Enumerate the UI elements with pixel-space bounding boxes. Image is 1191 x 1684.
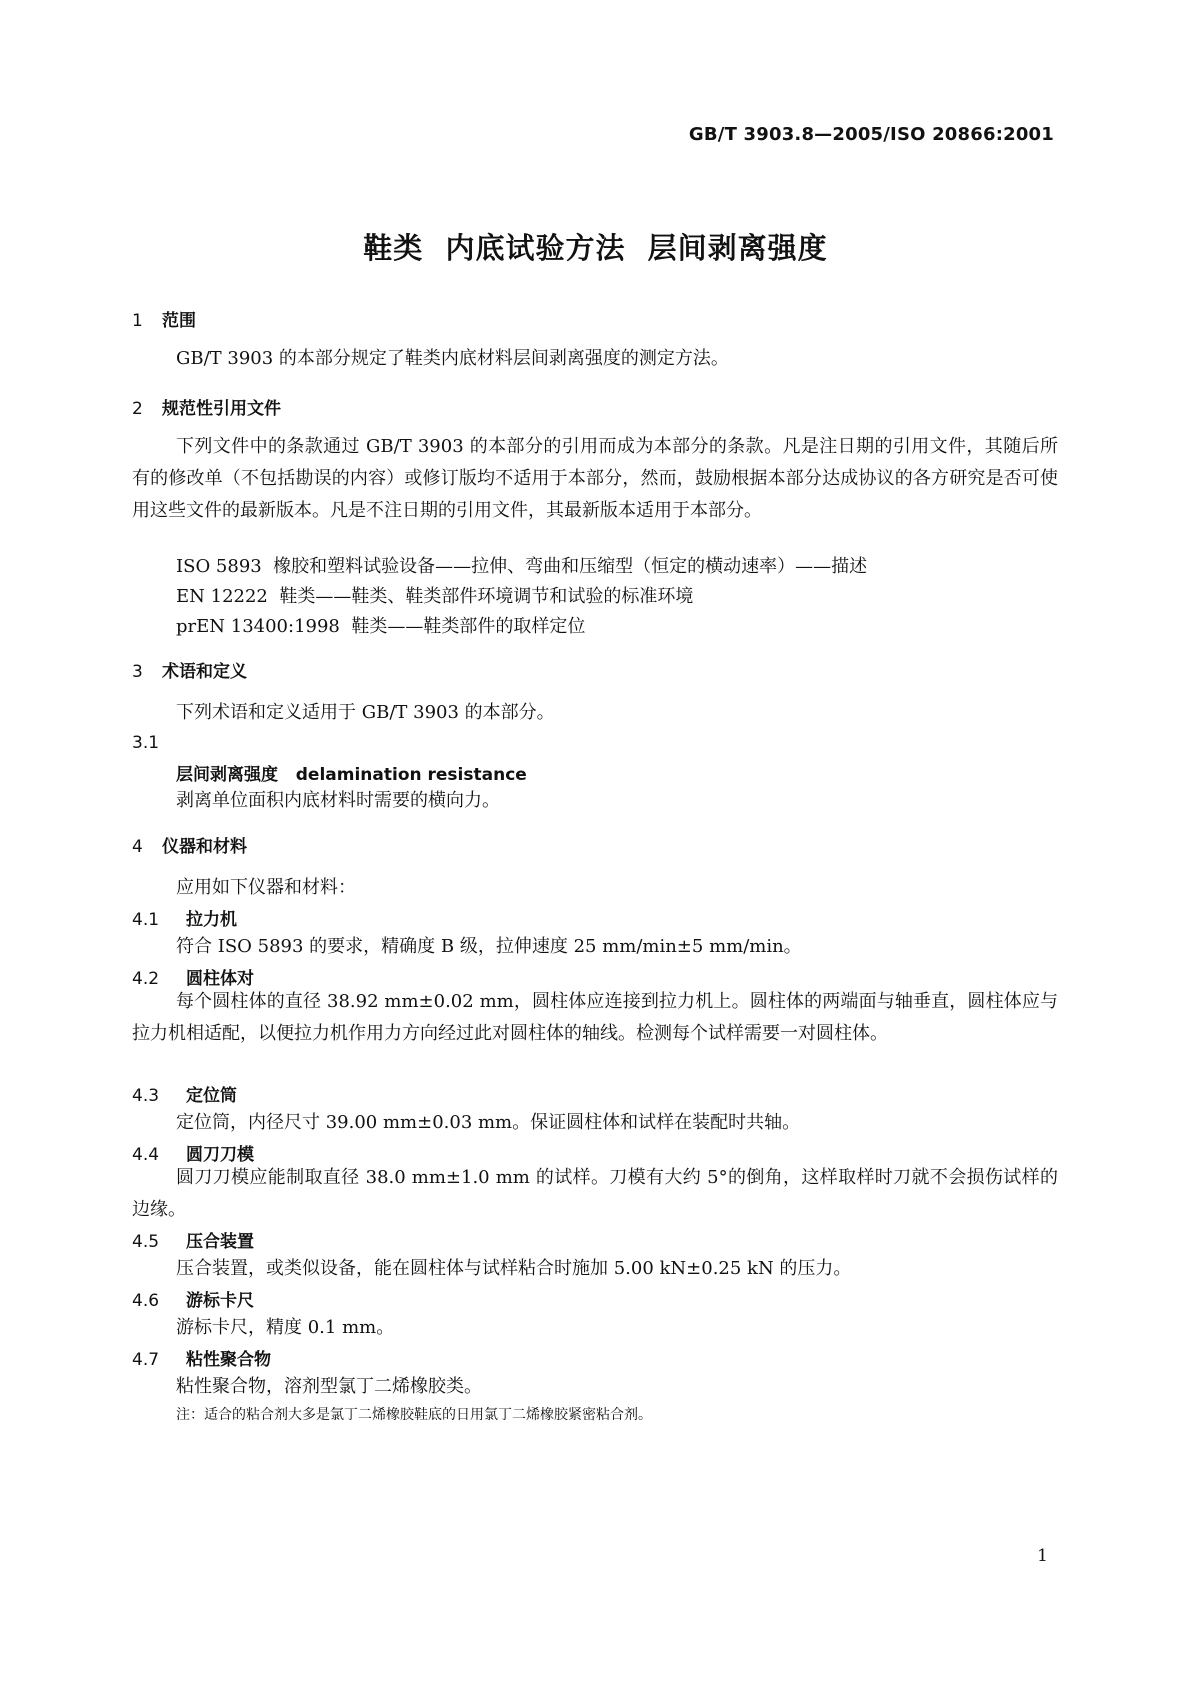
subsection-4-4-text: 圆刀刀模应能制取直径 38.0 mm±1.0 mm 的试样。刀模有大约 5°的倒角，这样取样时刀就不会损伤试样的边缘。 [132,1167,1058,1220]
section-title: 术语和定义 [162,662,247,682]
note-text: 注：适合的粘合剂大多是氯丁二烯橡胶鞋底的日用氯丁二烯橡胶紧密粘合剂。 [176,1407,652,1423]
subsection-4-1-heading: 4.1 拉力机 [132,910,237,930]
standard-code: GB/T 3903.8—2005/ISO 20866:2001 [688,124,1054,145]
section-title: 规范性引用文件 [162,399,281,419]
reference-item: EN 12222 鞋类——鞋类、鞋类部件环境调节和试验的标准环境 [176,586,694,607]
term-entry: 层间剥离强度 delamination resistance [176,765,527,785]
section-number: 3 [132,662,143,682]
subsection-4-6-heading: 4.6 游标卡尺 [132,1291,254,1311]
section-2-heading [132,394,281,419]
reference-item: ISO 5893 橡胶和塑料试验设备——拉伸、弯曲和压缩型（恒定的横动速率）——描述 [176,556,868,577]
subsection-4-3-heading: 4.3 定位筒 [132,1086,237,1106]
section-3-text: 下列术语和定义适用于 GB/T 3903 的本部分。 [176,702,555,723]
section-1-text: GB/T 3903 的本部分规定了鞋类内底材料层间剥离强度的测定方法。 [176,348,729,369]
subsection-4-5-heading: 4.5 压合装置 [132,1232,254,1252]
subsection-4-3-text: 定位筒，内径尺寸 39.00 mm±0.03 mm。保证圆柱体和试样在装配时共轴。 [176,1112,801,1133]
subsection-4-1-text: 符合 ISO 5893 的要求，精确度 B 级，拉伸速度 25 mm/min±5 mm/min。 [176,936,802,957]
section-3-heading [132,657,247,682]
section-4-intro: 应用如下仪器和材料： [176,877,356,898]
subsection-4-7-heading: 4.7 粘性聚合物 [132,1350,271,1370]
subsection-3-1-number: 3.1 [132,733,160,753]
section-number: 1 [132,311,143,331]
section-title: 范围 [162,311,196,331]
page-number: 1 [1037,1546,1048,1566]
section-number: 4 [132,837,143,857]
section-1-heading [132,306,196,331]
subsection-4-2-heading: 4.2 圆柱体对 [132,969,254,989]
section-title: 仪器和材料 [162,837,247,857]
subsection-4-5-text: 压合装置，或类似设备，能在圆柱体与试样粘合时施加 5.00 kN±0.25 kN 的压力。 [176,1258,852,1279]
section-2-text: 下列文件中的条款通过 GB/T 3903 的本部分的引用而成为本部分的条款。凡是注日期的引用文件，其随后所有的修改单（不包括勘误的内容）或修订版均不适用于本部分，然而，鼓励根据本部分达成协议的各方研究是否可使用这些文件的最新版本。凡是不注日期的引用文件，其最新版本适用于本部分。 [132,436,1058,521]
section-number: 2 [132,399,143,419]
section-4-heading [132,832,247,857]
subsection-4-4-heading: 4.4 圆刀刀模 [132,1145,254,1165]
term-definition: 剥离单位面积内底材料时需要的横向力。 [176,790,500,811]
subsection-4-2-text: 每个圆柱体的直径 38.92 mm±0.02 mm，圆柱体应连接到拉力机上。圆柱体的两端面与轴垂直，圆柱体应与拉力机相适配，以便拉力机作用力方向经过此对圆柱体的轴线。检测每个试样需要一对圆柱体。 [132,991,1058,1044]
reference-item: prEN 13400:1998 鞋类——鞋类部件的取样定位 [176,616,586,637]
subsection-4-7-text: 粘性聚合物，溶剂型氯丁二烯橡胶类。 [176,1376,482,1397]
document-title: 鞋类 内底试验方法 层间剥离强度 [363,231,828,265]
subsection-4-6-text: 游标卡尺，精度 0.1 mm。 [176,1317,395,1338]
